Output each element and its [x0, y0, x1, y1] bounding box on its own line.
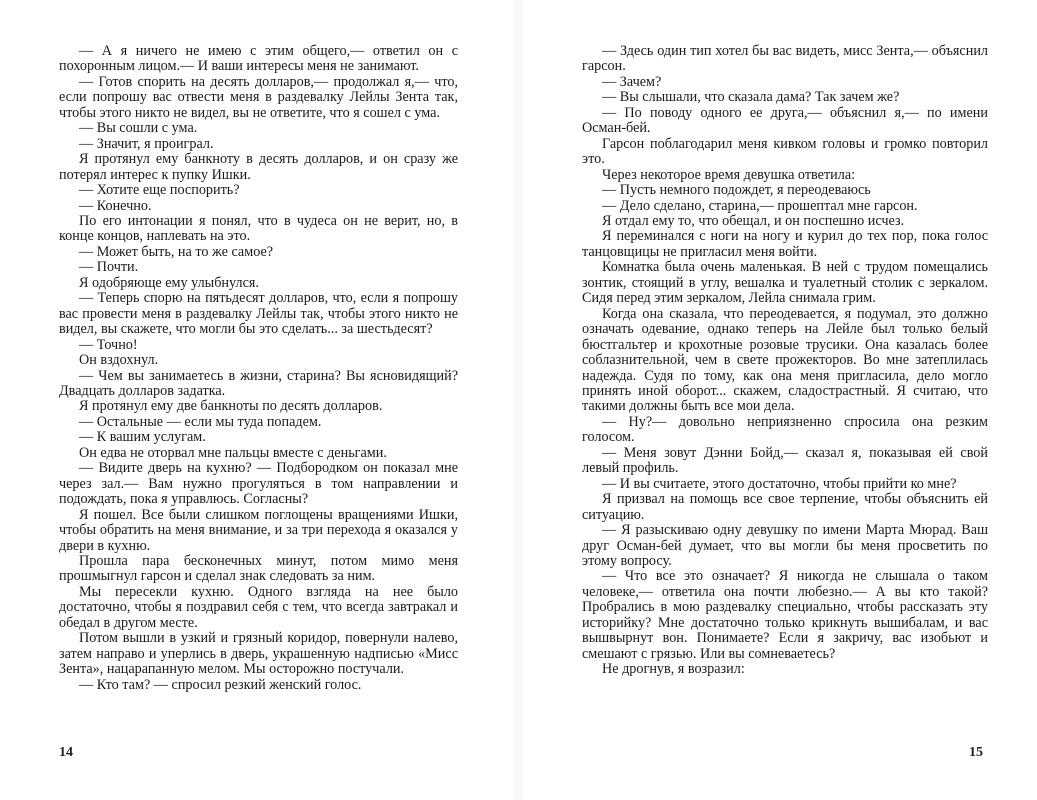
- paragraph: — Здесь один тип хотел бы вас видеть, мисс Зента,— объяснил гарсон.: [582, 43, 988, 75]
- paragraph: Я отдал ему то, что обещал, и он поспешно исчез.: [602, 212, 905, 229]
- paragraph: Я пошел. Все были слишком поглощены вращениями Ишки, чтобы обратить на меня внимание, и за три перехода я оказался у двери в кухню.: [59, 506, 458, 554]
- paragraph: — Остальные — если мы туда попадем.: [79, 413, 322, 430]
- paragraph: Он едва не оторвал мне пальцы вместе с деньгами.: [79, 444, 387, 461]
- paragraph: Прошла пара бесконечных минут, потом мимо меня прошмыгнул гарсон и сделал знак следовать за ним.: [59, 552, 458, 585]
- paragraph: — Чем вы занимаетесь в жизни, старина? Вы ясновидящий? Двадцать долларов задатка.: [59, 367, 458, 399]
- paragraph: Я протянул ему банкноту в десять долларов, и он сразу же потерял интерес к пупку Ишки.: [59, 151, 458, 183]
- paragraph: — Готов спорить на десять долларов,— продолжал я,— что, если попрошу вас отвести меня в раздевалку Лейлы Зента так, чтобы этого никто не видел, вы не ответите, что я сошел с ума.: [59, 73, 458, 121]
- paragraph: — А я ничего не имею с этим общего,— ответил он с похоронным лицом.— И ваши интересы меня не занимают.: [59, 43, 458, 75]
- paragraph: — Вы сошли с ума.: [79, 120, 198, 137]
- paragraph: — Конечно.: [79, 197, 152, 214]
- paragraph: Он вздохнул.: [79, 352, 159, 369]
- paragraph: По его интонации я понял, что в чудеса он не верит, но, в конце концов, наплевать на это.: [59, 212, 458, 245]
- paragraph: — Теперь спорю на пятьдесят долларов, что, если я попрошу вас провести меня в раздевалку Лейлы так, чтобы этого никто не видел, вы скажете, что могли бы это сделать... за шестьдесят?: [59, 290, 458, 338]
- paragraph: — И вы считаете, этого достаточно, чтобы прийти ко мне?: [602, 475, 957, 492]
- paragraph: Не дрогнув, я возразил:: [602, 661, 745, 678]
- paragraph: — Видите дверь на кухню? — Подбородком он показал мне через зал.— Вам нужно прогуляться в том направлении и подождать, пока я управлюсь. Согласны?: [59, 460, 458, 508]
- paragraph: — Может быть, на то же самое?: [79, 243, 274, 260]
- paragraph: — По поводу одного ее друга,— объяснил я,— по имени Осман-бей.: [582, 104, 988, 137]
- paragraph: Я протянул ему две банкноты по десять долларов.: [79, 398, 383, 415]
- paragraph: Я призвал на помощь все свое терпение, чтобы объяснить ей ситуацию.: [582, 491, 988, 523]
- paragraph: — Ну?— довольно неприязненно спросила она резким голосом.: [582, 413, 988, 446]
- paragraph: — Хотите еще поспорить?: [79, 182, 240, 199]
- paragraph: — Значит, я проиграл.: [79, 135, 214, 152]
- paragraph: Мы пересекли кухню. Одного взгляда на нее было достаточно, чтобы я поздравил себя с тем, что всегда завтракал и обедал в другом месте.: [59, 583, 458, 631]
- right-page: [518, 0, 1037, 800]
- left-page-text: [59, 44, 458, 693]
- paragraph: Я переминался с ноги на ногу и курил до тех пор, пока голос танцовщицы не пригласил меня войти.: [582, 228, 988, 260]
- paragraph: — Что все это означает? Я никогда не слышала о таком человеке,— ответила она почти любезно.— А вы кто такой? Пробрались в мою раздевалку специально, чтобы рассказать эту историйку? Мне достаточно только крикнуть вышибалам, и вас вышвырнут вон. Понимаете? Если я закричу, вас изобьют и смешают с грязью. Или вы сомневаетесь?: [582, 568, 988, 662]
- paragraph: — Меня зовут Дэнни Бойд,— сказал я, показывая ей свой левый профиль.: [582, 444, 988, 477]
- paragraph: — К вашим услугам.: [79, 429, 206, 446]
- right-page-text: [582, 44, 988, 678]
- paragraph: — Вы слышали, что сказала дама? Так зачем же?: [602, 89, 900, 106]
- paragraph: Гарсон поблагодарил меня кивком головы и громко повторил это.: [582, 135, 988, 168]
- paragraph: — Зачем?: [602, 73, 662, 90]
- paragraph: — Пусть немного подождет, я переодеваюсь: [602, 182, 871, 199]
- paragraph: Я одобряюще ему улыбнулся.: [79, 274, 259, 291]
- page-number-right: 15: [969, 745, 983, 760]
- paragraph: — Дело сделано, старина,— прошептал мне гарсон.: [602, 197, 918, 214]
- left-page: [0, 0, 518, 800]
- paragraph: — Почти.: [79, 259, 139, 276]
- paragraph: — Я разыскиваю одну девушку по имени Марта Мюрад. Ваш друг Осман-бей думает, что вы могли бы меня просветить по этому вопросу.: [582, 522, 988, 569]
- paragraph: Комнатка была очень маленькая. В ней с трудом помещались зонтик, стоящий в углу, вешалка и туалетный столик с зеркалом. Сидя перед этим зеркалом, Лейла снимала грим.: [582, 259, 988, 307]
- paragraph: Через некоторое время девушка ответила:: [602, 166, 856, 183]
- paragraph: — Точно!: [79, 336, 138, 353]
- paragraph: Когда она сказала, что переодевается, я подумал, это должно означать одевание, однако теперь на Лейле был только белый бюстгальтер и крохотные розовые трусики. Она казалась более соблазнительной, чем в свете прожекторов. Во мне затеплилась надежда. Судя по тому, как она меня пригласила, дело могло принять иной оборот... скажем, сладострастный. Я считаю, что такими должны быть все мои дела.: [582, 305, 988, 415]
- paragraph: Потом вышли в узкий и грязный коридор, повернули налево, затем направо и уперлись в дверь, украшенную надписью «Мисс Зента», нацарапанную мелом. Мы осторожно постучали.: [59, 630, 458, 678]
- page-number-left: 14: [59, 745, 73, 760]
- paragraph: — Кто там? — спросил резкий женский голос.: [79, 676, 362, 693]
